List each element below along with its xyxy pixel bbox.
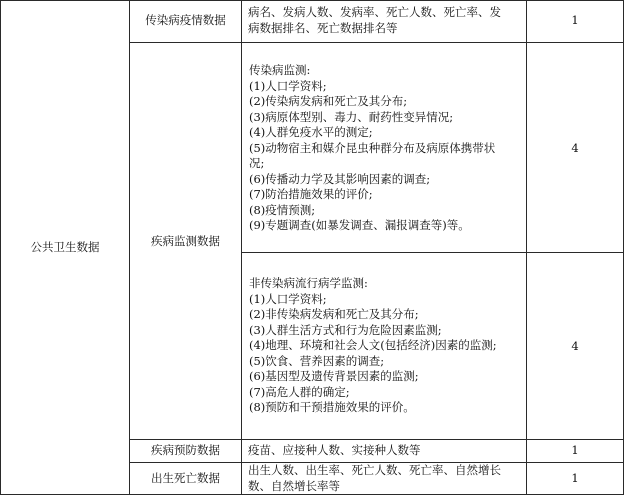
- block-line: (8)预防和干预措施效果的评价。: [249, 400, 415, 414]
- table-rule: [0, 494, 624, 495]
- block-line: (4)人群免疫水平的测定;: [249, 125, 373, 139]
- block-line: (1)人口学资料;: [249, 291, 327, 306]
- block-line: 况;: [249, 156, 265, 170]
- block-line: (4)地理、环境和社会人文(包括经济)因素的监测;: [249, 338, 497, 352]
- row-content: 出生人数、出生率、死亡人数、死亡率、自然增长 数、自然增长率等: [248, 463, 501, 493]
- block-line: (6)基因型及遗传背景因素的监测;: [249, 369, 419, 383]
- surveillance-block: [249, 276, 525, 416]
- block-line: 非传染病流行病学监测:: [249, 276, 368, 290]
- table-rule: [129, 439, 624, 440]
- row-value: 1: [571, 471, 579, 485]
- block-line: (3)病原体型别、毒力、耐药性变异情况;: [249, 109, 454, 124]
- block-line: (5)饮食、营养因素的调查;: [249, 353, 385, 368]
- table-rule: [241, 0, 242, 495]
- block-line: (3)人群生活方式和行为危险因素监测;: [249, 322, 442, 337]
- table-rule: [241, 252, 624, 253]
- block-line: (6)传播动力学及其影响因素的调查;: [249, 171, 431, 186]
- surveillance-block: [249, 63, 525, 234]
- block-line: (7)高危人群的确定;: [249, 384, 350, 399]
- block-line: (7)防治措施效果的评价;: [249, 187, 373, 201]
- row-name: 出生死亡数据: [151, 471, 220, 485]
- row-value: 1: [571, 13, 579, 27]
- row-content: 疫苗、应接种人数、实接种人数等: [248, 443, 421, 457]
- row-value: 1: [571, 443, 579, 457]
- row-value: 4: [571, 141, 579, 155]
- category-label: 公共卫生数据: [30, 240, 100, 254]
- table-rule: [526, 0, 527, 495]
- table-rule: [0, 0, 624, 1]
- row-name: 传染病疫情数据: [145, 13, 226, 27]
- row-content: 病名、发病人数、发病率、死亡人数、死亡率、发 病数据排名、死亡数据排名等: [248, 5, 501, 35]
- block-line: (2)传染病发病和死亡及其分布;: [249, 94, 408, 108]
- table-rule: [129, 42, 624, 43]
- block-line: 传染病监测:: [249, 63, 311, 77]
- row-name: 疾病监测数据: [151, 234, 220, 248]
- block-line: (9)专题调查(如暴发调查、漏报调查等)等。: [249, 218, 470, 232]
- block-line: (2)非传染病发病和死亡及其分布;: [249, 307, 419, 321]
- row-name: 疾病预防数据: [151, 443, 220, 457]
- block-line: (5)动物宿主和媒介昆虫种群分布及病原体携带状: [249, 140, 496, 155]
- category-cell: [1, 240, 129, 256]
- block-line: (8)疫情预测;: [249, 202, 316, 217]
- block-line: (1)人口学资料;: [249, 78, 327, 93]
- row-value: 4: [571, 339, 579, 353]
